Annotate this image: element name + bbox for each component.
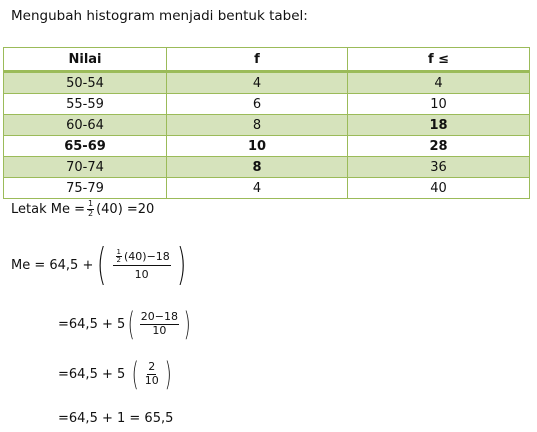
- cell-f: 6: [167, 94, 348, 115]
- cell-nilai: 70-74: [4, 157, 167, 178]
- step-2: [58, 305, 193, 343]
- numerator-rest: (40)−18: [123, 249, 170, 263]
- header-nilai: Nilai: [4, 48, 167, 72]
- right-paren: ): [183, 305, 191, 343]
- paren-group: [125, 305, 193, 343]
- left-paren: (: [97, 239, 107, 290]
- header-f: f: [167, 48, 348, 72]
- left-paren: (: [132, 355, 139, 393]
- table-row: [4, 178, 530, 199]
- median-formula: [11, 239, 190, 290]
- step2-prefix: =64,5 + 5: [58, 316, 126, 332]
- median-numerator: [113, 249, 171, 266]
- table-row: [4, 115, 530, 136]
- table-row: [4, 72, 530, 94]
- right-paren: ): [176, 239, 187, 290]
- frac-denominator: 2: [116, 256, 121, 265]
- left-paren: (: [128, 305, 135, 343]
- header-f-cumulative: f ≤: [348, 48, 530, 72]
- frac-denominator: 2: [87, 208, 94, 218]
- cell-f: 4: [167, 72, 348, 94]
- cell-f-cumulative: 4: [348, 72, 530, 94]
- cell-nilai: 65-69: [4, 136, 167, 157]
- step3-fraction: [144, 361, 160, 386]
- inner-half-fraction: [116, 249, 122, 265]
- cell-f: 8: [167, 157, 348, 178]
- cell-f-cumulative: 28: [348, 136, 530, 157]
- step-3: [58, 355, 174, 393]
- cell-f-cumulative: 36: [348, 157, 530, 178]
- table-row: [4, 94, 530, 115]
- letak-suffix: (40) =20: [96, 201, 155, 217]
- cell-f: 8: [167, 115, 348, 136]
- paren-group: [93, 239, 190, 290]
- step2-fraction: [140, 311, 179, 336]
- letak-me-line: [11, 200, 154, 219]
- letak-prefix: Letak Me =: [11, 201, 85, 217]
- frequency-table: [3, 47, 530, 199]
- frac-denominator: 10: [152, 323, 167, 337]
- step3-prefix: =64,5 + 5: [58, 366, 126, 382]
- paren-group: [129, 355, 174, 393]
- frac-numerator: 2: [148, 360, 156, 374]
- table-row: [4, 157, 530, 178]
- cell-nilai: 75-79: [4, 178, 167, 199]
- cell-f-cumulative: 18: [348, 115, 530, 136]
- cell-f-cumulative: 10: [348, 94, 530, 115]
- frac-denominator: 10: [144, 373, 159, 387]
- me-prefix: Me = 64,5 +: [11, 257, 94, 273]
- frac-numerator: 1: [116, 247, 121, 256]
- step-4: [58, 411, 173, 426]
- half-fraction: [87, 200, 94, 219]
- cell-f-cumulative: 40: [348, 178, 530, 199]
- cell-nilai: 55-59: [4, 94, 167, 115]
- right-paren: ): [164, 355, 172, 393]
- cell-nilai: 50-54: [4, 72, 167, 94]
- step4-text: =64,5 + 1 = 65,5: [58, 411, 174, 426]
- table-header-row: [4, 48, 530, 72]
- frac-numerator: 20−18: [140, 310, 178, 324]
- median-fraction: [113, 249, 171, 281]
- frac-numerator: 1: [87, 199, 94, 208]
- cell-nilai: 60-64: [4, 115, 167, 136]
- intro-text: Mengubah histogram menjadi bentuk tabel:: [11, 8, 308, 24]
- cell-f: 10: [167, 136, 348, 157]
- median-denominator: 10: [134, 268, 149, 282]
- table-row: [4, 136, 530, 157]
- cell-f: 4: [167, 178, 348, 199]
